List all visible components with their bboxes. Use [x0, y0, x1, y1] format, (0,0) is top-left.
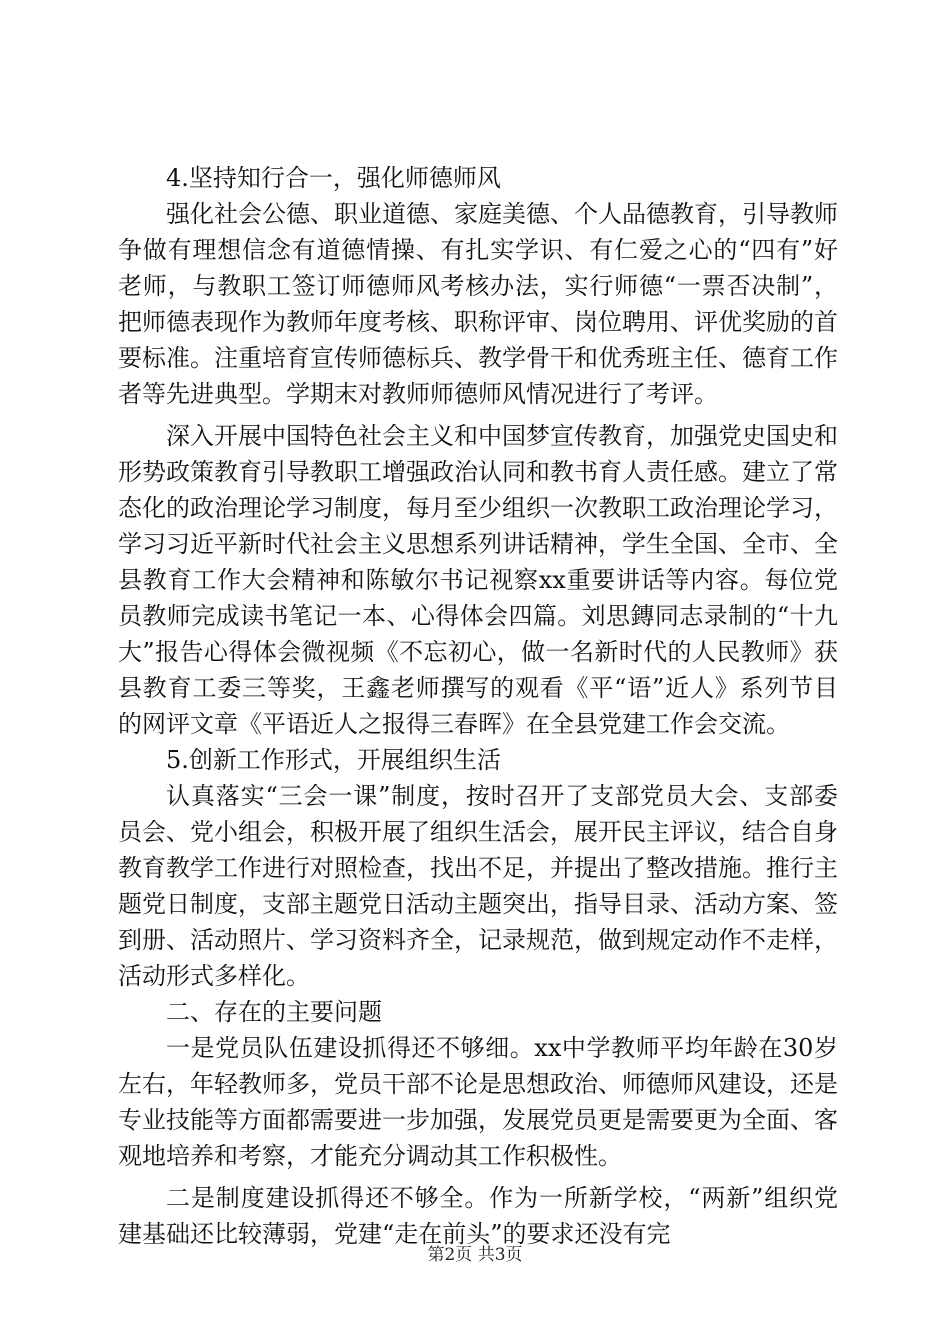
- paragraph-organization-life: 认真落实“三会一课”制度，按时召开了支部党员大会、支部委员会、党小组会，积极开展了组织生活会，展开民主评议，结合自身教育教学工作进行对照检查，找出不足，并提出了整改措施。推行主题党日制度，支部主题党日活动主题突出，指导目录、活动方案、签到册、活动照片、学习资料齐全，记录规范，做到规定动作不走样，活动形式多样化。: [118, 782, 838, 990]
- paragraph-political-study: 深入开展中国特色社会主义和中国梦宣传教育，加强党史国史和形势政策教育引导教职工增强政治认同和教书育人责任感。建立了常态化的政治理论学习制度，每月至少组织一次教职工政治理论学习，学习习近平新时代社会主义思想系列讲话精神，学生全国、全市、全县教育工作大会精神和陈敏尔书记视察xx重要讲话等内容。每位党员教师完成读书笔记一本、心得体会四篇。刘思鏄同志录制的“十九大”报告心得体会微视频《不忘初心，做一名新时代的人民教师》获县教育工委三等奖，王鑫老师撰写的观看《平“语”近人》系列节目的网评文章《平语近人之报得三春晖》在全县党建工作会交流。: [118, 422, 838, 738]
- paragraph-teacher-ethics: 强化社会公德、职业道德、家庭美德、个人品德教育，引导教师争做有理想信念有道德情操、有扎实学识、有仁爱之心的“四有”好老师，与教职工签订师德师风考核办法，实行师德“一票否决制”，把师德表现作为教师年度考核、职称评审、岗位聘用、评优奖励的首要标准。注重培育宣传师德标兵、教学骨干和优秀班主任、德育工作者等先进典型。学期末对教师师德师风情况进行了考评。: [118, 200, 838, 408]
- page-number-footer: 第2页 共3页: [427, 1245, 523, 1265]
- section-5-heading: 5.创新工作形式，开展组织生活: [166, 746, 501, 774]
- section-problems-heading: 二、存在的主要问题: [166, 998, 382, 1026]
- paragraph-problem-1: 一是党员队伍建设抓得还不够细。xx中学教师平均年龄在30岁左右，年轻教师多，党员干部不论是思想政治、师德师风建设，还是专业技能等方面都需要进一步加强，发展党员更是需要更为全面、客观地培养和考察，才能充分调动其工作积极性。: [118, 1034, 838, 1170]
- section-4-heading: 4.坚持知行合一，强化师德师风: [166, 164, 501, 192]
- paragraph-problem-2: 二是制度建设抓得还不够全。作为一所新学校，“两新”组织党建基础还比较薄弱，党建“走在前头”的要求还没有完: [118, 1184, 838, 1248]
- document-body: [118, 160, 838, 1252]
